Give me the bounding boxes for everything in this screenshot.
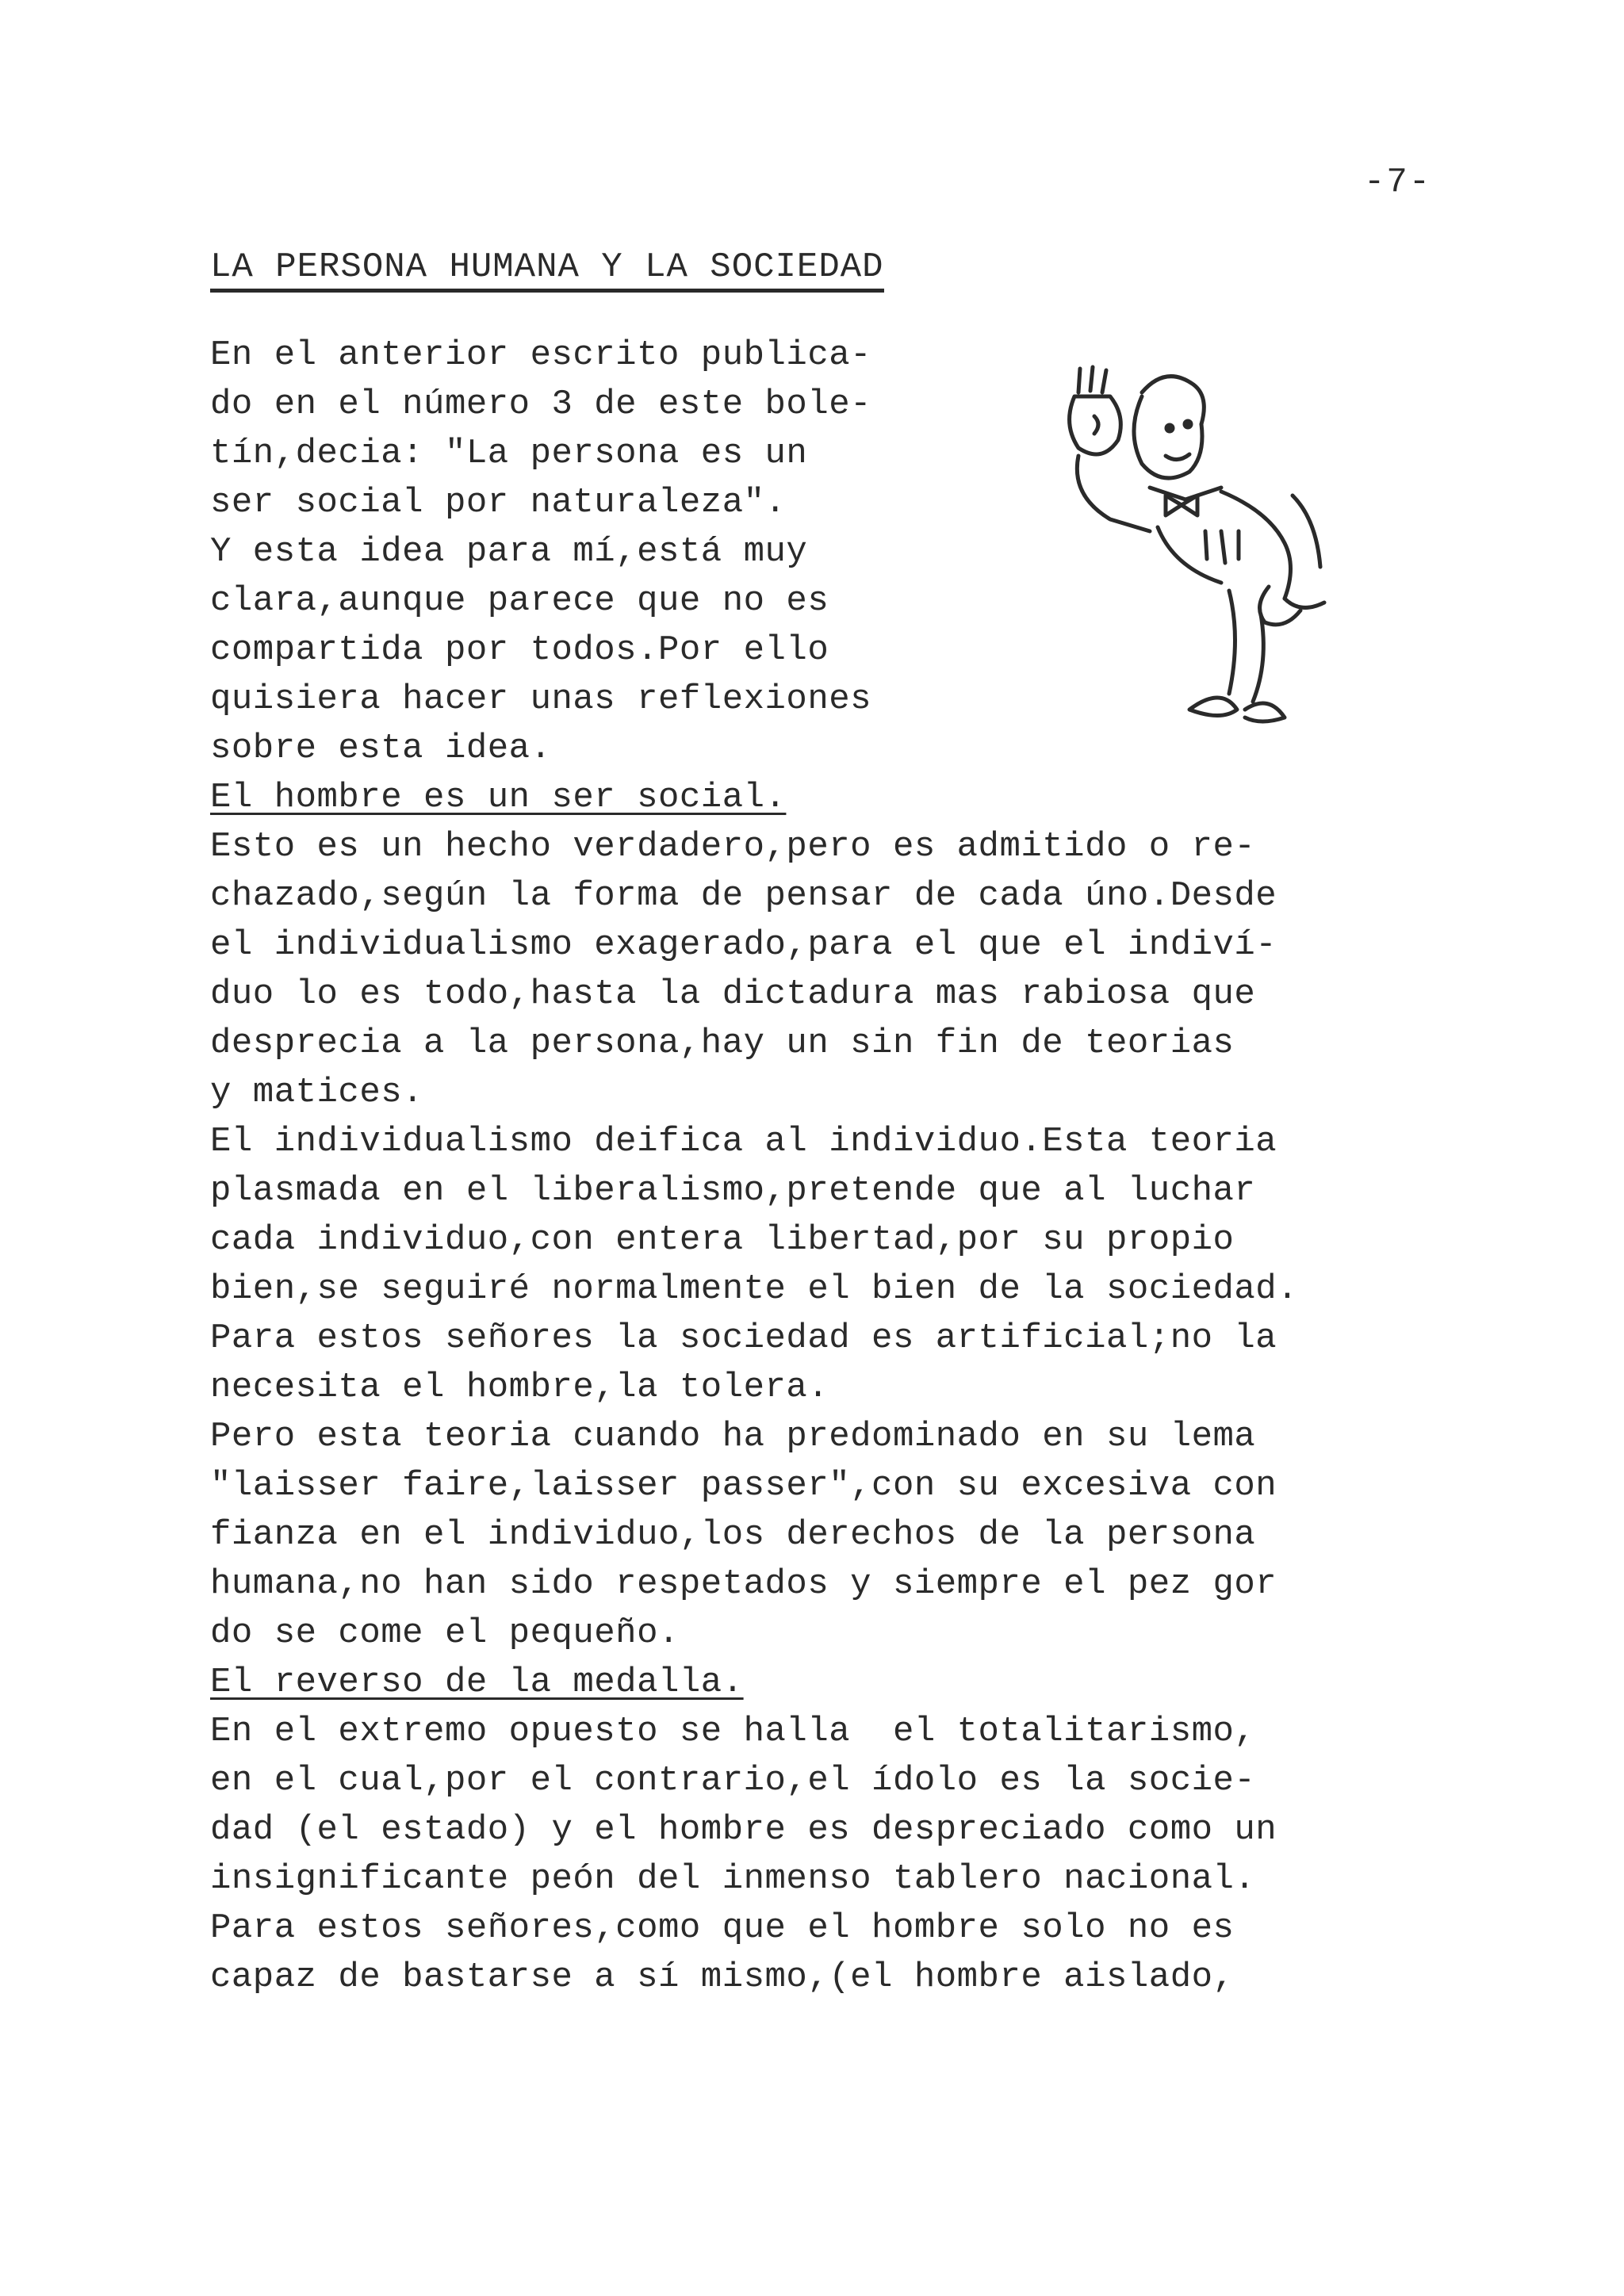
body-line: plasmada en el liberalismo,pretende que al luchar	[210, 1171, 1256, 1211]
intro-line: En el anterior escrito publica-	[210, 335, 872, 375]
body-line: duo lo es todo,hasta la dictadura mas rabiosa que	[210, 974, 1256, 1014]
section-heading: El reverso de la medalla.	[210, 1663, 744, 1702]
body-line: el individualismo exagerado,para el que el indiví-	[210, 925, 1277, 965]
intro-line: compartida por todos.Por ello	[210, 630, 829, 670]
body-line: capaz de bastarse a sí mismo,(el hombre aislado,	[210, 1957, 1235, 1997]
body-line: do se come el pequeño.	[210, 1613, 680, 1653]
page-title: LA PERSONA HUMANA Y LA SOCIEDAD	[210, 247, 884, 293]
body-line: cada individuo,con entera libertad,por su propio	[210, 1220, 1235, 1260]
body-line: bien,se seguiré normalmente el bien de la sociedad.	[210, 1269, 1299, 1309]
intro-line: do en el número 3 de este bole-	[210, 385, 872, 424]
intro-line: quisiera hacer unas reflexiones	[210, 679, 872, 719]
section-heading: El hombre es un ser social.	[210, 778, 787, 817]
body-line: Esto es un hecho verdadero,pero es admitido o re-	[210, 827, 1256, 867]
body-line: En el extremo opuesto se halla el totalitarismo,	[210, 1712, 1256, 1751]
body-line: necesita el hombre,la tolera.	[210, 1368, 829, 1407]
intro-line: tín,decia: "La persona es un	[210, 434, 808, 473]
body-line: El individualismo deifica al individuo.Esta teoria	[210, 1122, 1277, 1161]
body-line: y matices.	[210, 1073, 424, 1112]
listening-man-illustration	[1031, 361, 1372, 749]
intro-line: sobre esta idea.	[210, 729, 552, 768]
body-line: en el cual,por el contrario,el ídolo es la socie-	[210, 1761, 1256, 1800]
body-line: "laisser faire,laisser passer",con su excesiva con	[210, 1466, 1277, 1506]
body-line: Para estos señores la sociedad es artificial;no la	[210, 1318, 1277, 1358]
body-line: Pero esta teoria cuando ha predominado en su lema	[210, 1417, 1256, 1456]
body-line: dad (el estado) y el hombre es despreciado como un	[210, 1810, 1277, 1850]
body-line: chazado,según la forma de pensar de cada úno.Desde	[210, 876, 1277, 916]
intro-line: ser social por naturaleza".	[210, 483, 787, 522]
body-line: insignificante peón del inmenso tablero nacional.	[210, 1859, 1256, 1899]
body-line: fianza en el individuo,los derechos de la persona	[210, 1515, 1256, 1555]
body-line: desprecia a la persona,hay un sin fin de teorias	[210, 1024, 1235, 1063]
body-line: humana,no han sido respetados y siempre el pez gor	[210, 1564, 1277, 1604]
body-line: Para estos señores,como que el hombre solo no es	[210, 1908, 1235, 1948]
intro-line: clara,aunque parece que no es	[210, 581, 829, 621]
intro-line: Y esta idea para mí,está muy	[210, 532, 808, 572]
page-number: -7-	[1364, 163, 1432, 202]
